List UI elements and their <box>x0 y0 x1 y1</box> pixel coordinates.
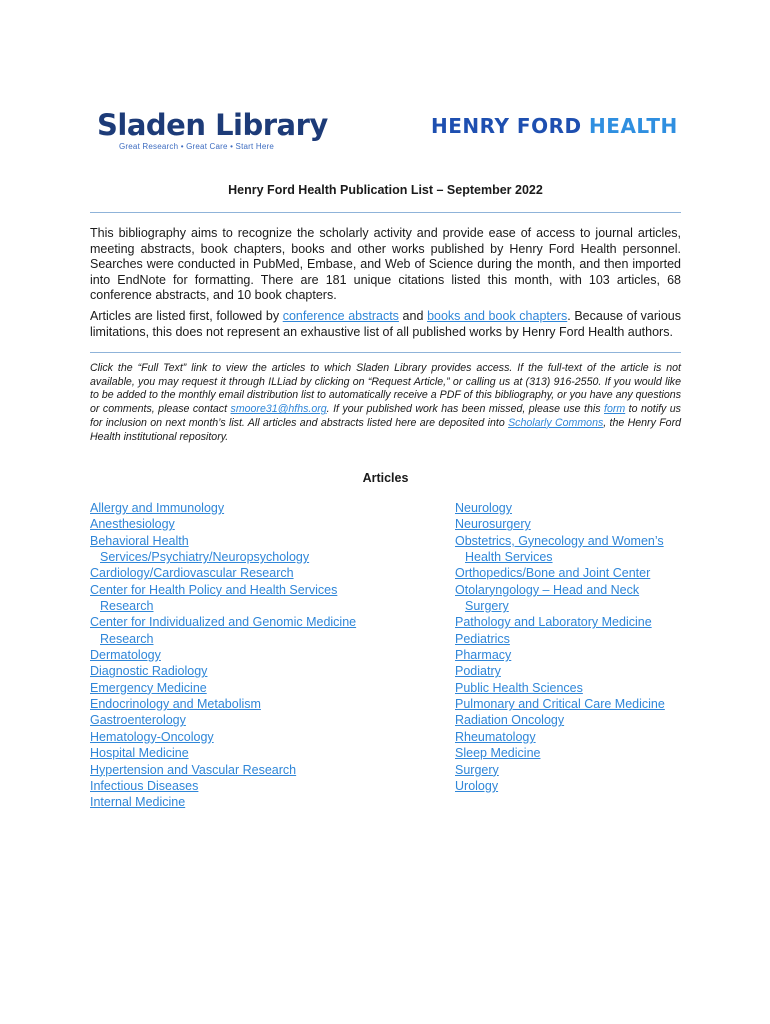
department-link-label: Internal Medicine <box>90 795 186 810</box>
department-link[interactable] <box>455 762 695 778</box>
department-link[interactable] <box>455 663 695 679</box>
department-link[interactable] <box>90 500 420 516</box>
department-link-label: Dermatology <box>90 648 161 663</box>
department-link[interactable] <box>90 533 420 566</box>
department-link-label: Anesthesiology <box>90 517 175 532</box>
department-link-label: Center for Individualized and Genomic Medicine <box>90 615 357 630</box>
department-link[interactable] <box>455 565 695 581</box>
department-link[interactable] <box>90 614 420 647</box>
department-link[interactable] <box>455 680 695 696</box>
department-link[interactable] <box>455 533 695 566</box>
department-link-label: Center for Health Policy and Health Services <box>90 582 338 597</box>
department-link[interactable] <box>455 614 695 630</box>
department-link[interactable] <box>455 582 695 615</box>
department-link-label: Hypertension and Vascular Research <box>90 762 297 777</box>
contact-email-link[interactable]: smoore31@hfhs.org <box>230 403 327 416</box>
divider <box>90 212 681 213</box>
conference-abstracts-link[interactable]: conference abstracts <box>282 309 399 323</box>
divider <box>90 352 681 353</box>
department-link-label: Urology <box>455 778 499 793</box>
department-link[interactable] <box>90 565 420 581</box>
scholarly-commons-link[interactable]: Scholarly Commons <box>508 416 604 429</box>
p2-text-before: Articles are listed first, followed by <box>90 309 283 323</box>
department-link-label-cont: Services/Psychiatry/Neuropsychology <box>100 550 310 565</box>
sladen-logo-name: Sladen Library <box>97 108 328 142</box>
department-link-label: Surgery <box>455 762 499 777</box>
department-link-label: Gastroenterology <box>90 713 186 728</box>
intro-paragraph: This bibliography aims to recognize the scholarly activity and provide ease of access to journal articles, meeting abstracts, book chapters, books and other works published by Henry Ford Health personnel. Searches were conducted in PubMed, Embase, and Web of Science during the month, and then imported into EndNote for formatting. There are 181 unique citations listed this month, with 103 articles, 68 conference abstracts, and 10 book chapters. <box>90 226 681 302</box>
department-link-label: Allergy and Immunology <box>90 501 225 515</box>
department-link-label: Radiation Oncology <box>455 713 565 728</box>
hfh-logo-word3: HEALTH <box>589 114 678 138</box>
department-link[interactable] <box>90 647 420 663</box>
department-link[interactable] <box>90 680 420 696</box>
department-link-label: Neurology <box>455 501 512 515</box>
note-text-2: . If your published work has been missed, please use this <box>326 403 605 416</box>
department-link-label: Hematology-Oncology <box>90 729 214 744</box>
department-link[interactable] <box>90 696 420 712</box>
department-link-label-cont: Surgery <box>465 599 509 614</box>
sladen-logo-tagline: Great Research • Great Care • Start Here <box>119 142 274 151</box>
department-link-label: Podiatry <box>455 664 501 679</box>
department-link[interactable] <box>455 516 695 532</box>
department-link[interactable] <box>455 500 695 516</box>
department-link-label: Pulmonary and Critical Care Medicine <box>455 697 665 712</box>
instructions-note <box>90 362 681 444</box>
department-link-label: Otolaryngology – Head and Neck <box>455 582 640 597</box>
department-link-label: Pharmacy <box>455 648 512 663</box>
department-link[interactable] <box>90 745 420 761</box>
form-link[interactable]: form <box>604 403 626 416</box>
department-link[interactable] <box>455 712 695 728</box>
note-text-3: to notify us for inclusion on next month’s list. All articles and abstracts listed here are deposited into <box>90 403 681 429</box>
hfh-logo-word2: FORD <box>516 114 582 138</box>
department-link-label: Orthopedics/Bone and Joint Center <box>455 566 651 581</box>
department-link-label-cont: Health Services <box>465 550 553 565</box>
p2-text-after: . Because of various limitations, this does not represent an exhaustive list of all published works by Henry Ford Health authors. <box>90 309 681 339</box>
department-link[interactable] <box>455 631 695 647</box>
note-text-1: Click the “Full Text” link to view the articles to which Sladen Library provides access. If the full-text of the article is not available, you may request it through ILLiad by clicking on “Request Article,” or calling us at (313) 916-2550. If you would like to be added to the monthly email distribution list to automatically receive a PDF of this bibliography, or you have any questions or comments, please contact <box>90 362 681 416</box>
department-link-label: Behavioral Health <box>90 533 189 548</box>
department-link-label: Diagnostic Radiology <box>90 664 208 679</box>
department-link-label: Infectious Diseases <box>90 778 199 793</box>
department-link-label: Pediatrics <box>455 631 510 646</box>
department-link-label: Rheumatology <box>455 729 536 744</box>
department-link-label: Public Health Sciences <box>455 680 583 695</box>
department-link-label: Emergency Medicine <box>90 680 207 695</box>
books-chapters-link[interactable]: books and book chapters <box>427 309 568 323</box>
department-link-label: Neurosurgery <box>455 517 531 532</box>
page-title: Henry Ford Health Publication List – September 2022 <box>228 183 543 197</box>
department-link[interactable] <box>455 647 695 663</box>
department-link-label-cont: Research <box>100 599 154 614</box>
department-link-label: Cardiology/Cardiovascular Research <box>90 566 294 581</box>
note-text-4: , the Henry Ford Health institutional repository. <box>90 416 681 443</box>
department-link-label: Hospital Medicine <box>90 746 189 761</box>
department-list-right <box>455 500 695 794</box>
henry-ford-health-logo <box>431 113 678 139</box>
department-link[interactable] <box>455 778 695 794</box>
department-link[interactable] <box>90 582 420 615</box>
department-link[interactable] <box>90 778 420 794</box>
department-link-label: Pathology and Laboratory Medicine <box>455 615 652 630</box>
department-link-label-cont: Research <box>100 631 154 646</box>
hfh-logo-word1: HENRY <box>431 114 510 138</box>
department-link[interactable] <box>90 794 420 810</box>
sladen-library-logo <box>97 108 328 151</box>
department-list-left <box>90 500 420 811</box>
department-link[interactable] <box>455 729 695 745</box>
department-link[interactable] <box>90 729 420 745</box>
department-link-label: Obstetrics, Gynecology and Women’s <box>455 533 664 548</box>
intro-paragraph-2 <box>90 309 681 340</box>
department-link[interactable] <box>90 762 420 778</box>
department-link[interactable] <box>90 516 420 532</box>
p2-text-middle: and <box>398 309 428 323</box>
department-link-label: Endocrinology and Metabolism <box>90 697 261 712</box>
department-link[interactable] <box>455 696 695 712</box>
department-link[interactable] <box>90 663 420 679</box>
department-link[interactable] <box>90 712 420 728</box>
department-link-label: Sleep Medicine <box>455 746 541 761</box>
department-link[interactable] <box>455 745 695 761</box>
articles-heading: Articles <box>362 471 409 485</box>
